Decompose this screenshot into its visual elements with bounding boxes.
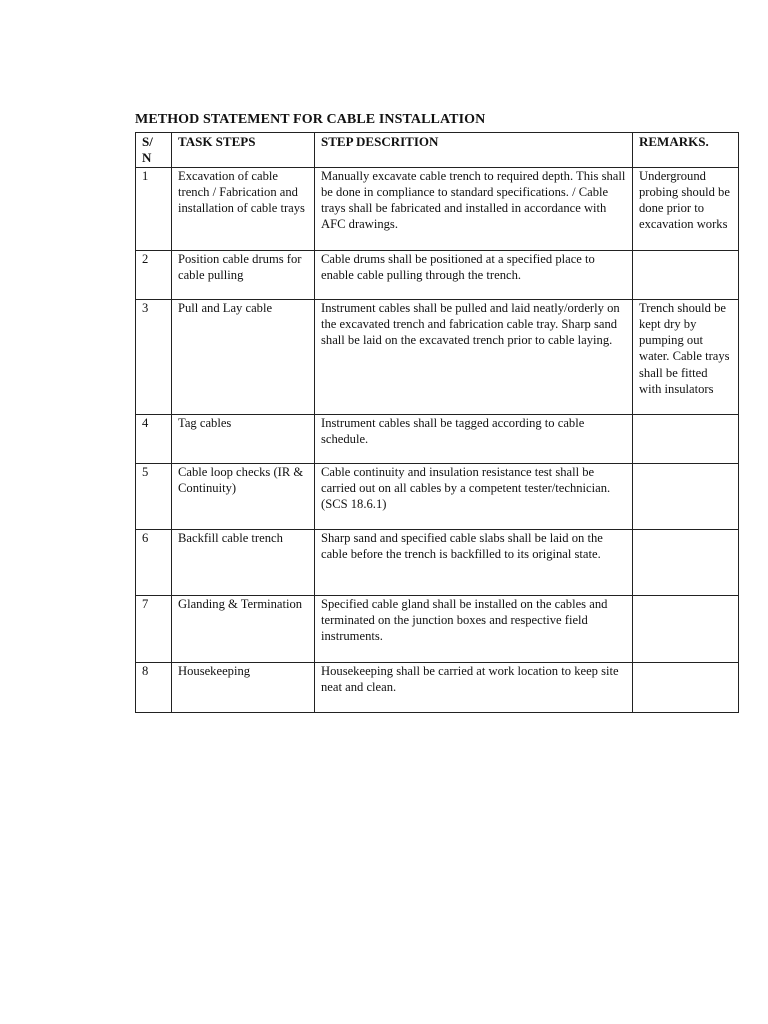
row-remarks: Trench should be kept dry by pumping out water. Cable trays shall be fitted with insulators <box>633 299 739 414</box>
row-sn: 1 <box>136 167 172 250</box>
row-remarks <box>633 529 739 595</box>
header-task-steps: TASK STEPS <box>172 133 315 168</box>
document-title: METHOD STATEMENT FOR CABLE INSTALLATION <box>135 112 486 127</box>
row-sn: 6 <box>136 529 172 595</box>
row-description: Specified cable gland shall be installed on the cables and terminated on the junction boxes and respective field instruments. <box>315 595 633 662</box>
table-row <box>136 595 739 662</box>
row-task: Excavation of cable trench / Fabrication and installation of cable trays <box>172 167 315 250</box>
table-row <box>136 529 739 595</box>
row-remarks <box>633 250 739 299</box>
header-step-description: STEP DESCRITION <box>315 133 633 168</box>
row-remarks <box>633 662 739 712</box>
row-task: Housekeeping <box>172 662 315 712</box>
row-sn: 2 <box>136 250 172 299</box>
row-sn: 7 <box>136 595 172 662</box>
row-remarks: Underground probing should be done prior to excavation works <box>633 167 739 250</box>
row-sn: 8 <box>136 662 172 712</box>
row-remarks <box>633 595 739 662</box>
table-header-row <box>136 133 739 168</box>
table-row <box>136 463 739 529</box>
method-statement-table <box>135 132 739 713</box>
row-description: Cable continuity and insulation resistance test shall be carried out on all cables by a competent tester/technician. (SCS 18.6.1) <box>315 463 633 529</box>
row-remarks <box>633 463 739 529</box>
row-description: Sharp sand and specified cable slabs shall be laid on the cable before the trench is backfilled to its original state. <box>315 529 633 595</box>
table-row <box>136 662 739 712</box>
header-sn: S/ N <box>136 133 172 168</box>
row-sn: 5 <box>136 463 172 529</box>
row-remarks <box>633 414 739 463</box>
row-task: Pull and Lay cable <box>172 299 315 414</box>
table-row <box>136 250 739 299</box>
row-sn: 4 <box>136 414 172 463</box>
table-row <box>136 167 739 250</box>
table-row <box>136 414 739 463</box>
row-description: Instrument cables shall be pulled and laid neatly/orderly on the excavated trench and fabrication cable tray. Sharp sand shall be laid on the excavated trench prior to cable laying. <box>315 299 633 414</box>
row-description: Cable drums shall be positioned at a specified place to enable cable pulling through the trench. <box>315 250 633 299</box>
row-task: Cable loop checks (IR & Continuity) <box>172 463 315 529</box>
row-description: Instrument cables shall be tagged according to cable schedule. <box>315 414 633 463</box>
row-sn: 3 <box>136 299 172 414</box>
row-description: Housekeeping shall be carried at work location to keep site neat and clean. <box>315 662 633 712</box>
header-remarks: REMARKS. <box>633 133 739 168</box>
row-task: Glanding & Termination <box>172 595 315 662</box>
row-task: Tag cables <box>172 414 315 463</box>
table-row <box>136 299 739 414</box>
row-task: Backfill cable trench <box>172 529 315 595</box>
row-description: Manually excavate cable trench to required depth. This shall be done in compliance to standard specifications. / Cable trays shall be fabricated and installed in accordance with AFC drawings. <box>315 167 633 250</box>
row-task: Position cable drums for cable pulling <box>172 250 315 299</box>
